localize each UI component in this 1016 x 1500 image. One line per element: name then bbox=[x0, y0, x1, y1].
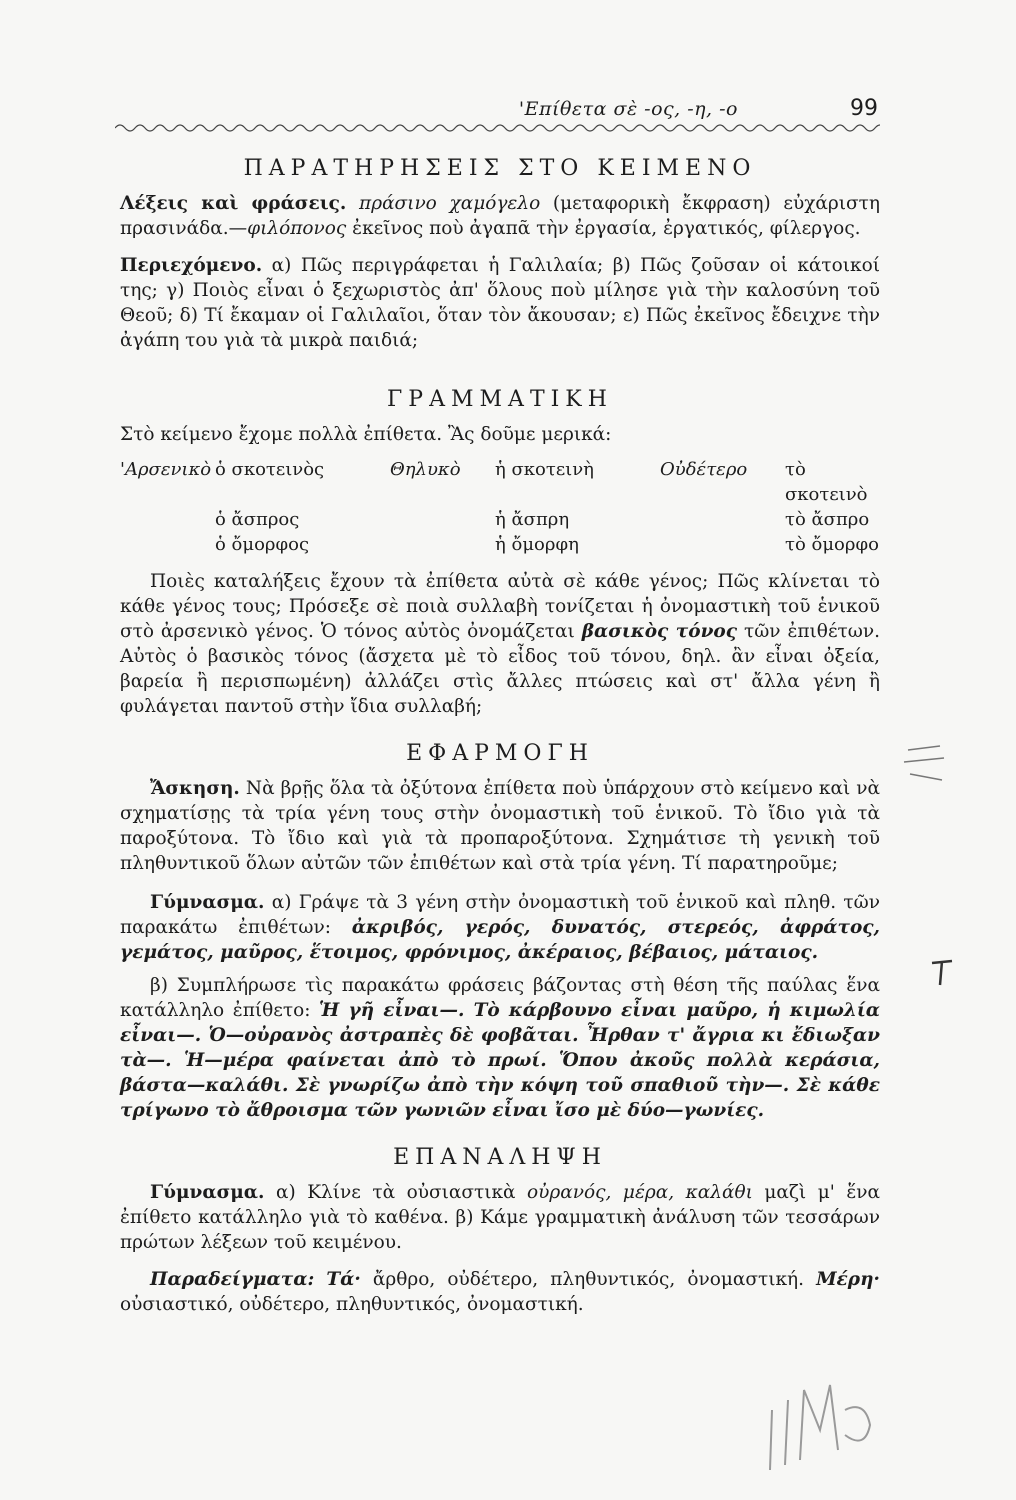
neuter-form: τὸ ἄσπρο bbox=[785, 509, 870, 530]
words-phrases-label: Λέξεις καὶ φράσεις. bbox=[120, 193, 347, 214]
wavy-divider bbox=[115, 122, 880, 132]
example-word: Μέρη· bbox=[816, 1269, 880, 1290]
grammar-title: ΓΡΑΜΜΑΤΙΚΗ bbox=[387, 387, 613, 412]
application-title: ΕΦΑΡΜΟΓΗ bbox=[406, 741, 594, 766]
grammar-text: τῶν ἐπιθέτων. Αὐτὸς ὁ βασικὸς τόνος (ἄσχετα μὲ τὸ εἶδος τοῦ τόνου, δηλ. ἂν εἶναι ὀξεία, βαρεία ἢ περισπωμένη) ἀλλάζει στὶς ἄλλες πτώσεις καὶ στ' ἄλλα γένη ἢ φυλάγεται παντοῦ στὴν ἴδια συλλαβή; bbox=[120, 621, 880, 717]
table-row bbox=[120, 507, 880, 532]
gymnasma-a-text: α) Γράψε τὰ 3 γένη στὴν ὀνομαστικὴ τοῦ ἑνικοῦ καὶ πληθ. τῶν παρακάτω ἐπιθέτων: bbox=[120, 892, 880, 938]
example-text: ἄρθρο, οὐδέτερο, πληθυντικός, ὀνομαστική. bbox=[360, 1269, 817, 1290]
gymnasma-label: Γύμνασμα. bbox=[150, 892, 265, 913]
content-label: Περιεχόμενο. bbox=[120, 255, 263, 276]
exercise-paragraph bbox=[120, 776, 880, 876]
masculine-form: ὁ ὄμορφος bbox=[215, 534, 310, 555]
masculine-form: ὁ ἄσπρος bbox=[215, 509, 300, 530]
margin-handwriting-mark bbox=[760, 1370, 880, 1480]
example-word: Τά· bbox=[326, 1269, 361, 1290]
running-title: 'Επίθετα σὲ -ος, -η, -ο bbox=[518, 98, 738, 120]
grammar-bold-term: βασικὸς τόνος bbox=[581, 621, 738, 642]
grammar-text: Ποιὲς καταλήξεις ἔχουν τὰ ἐπίθετα αὐτὰ σὲ κάθε γένος; Πῶς κλίνεται τὸ κάθε γένος τους; Πρόσεξε σὲ ποιὰ συλλαβὴ τονίζεται ἡ ὀνομαστικὴ τοῦ ἑνικοῦ στὸ ἀρσενικὸ γένος. Ὁ τόνος αὐτὸς ὀνομάζεται bbox=[120, 571, 880, 642]
table-row bbox=[120, 532, 880, 557]
gymnasma-a-words: ἀκριβός, γερός, δυνατός, στερεός, ἀφράτος, γεμάτος, μαῦρος, ἕτοιμος, φρόνιμος, ἀκέραιος, βέβαιος, μάταιος. bbox=[120, 917, 880, 963]
content-questions-text: α) Πῶς περιγράφεται ἡ Γαλιλαία; β) Πῶς ζοῦσαν οἱ κάτοικοί της; γ) Ποιὸς εἶναι ὁ ξεχωριστὸς ἀπ' ὅλους ποὺ μίλησε γιὰ τὴν καλοσύνη τοῦ Θεοῦ; δ) Τί ἔκαμαν οἱ Γαλιλαῖοι, ὅταν τὸν ἄκουσαν; ε) Πῶς ἐκεῖνος ἔδειχνε τὴν ἀγάπη του γιὰ τὰ μικρὰ παιδιά; bbox=[120, 255, 880, 351]
content-questions-paragraph bbox=[120, 253, 880, 353]
words-text: ἐκεῖνος ποὺ ἀγαπᾶ τὴν ἐργασία, ἐργατικός, φίλεργος. bbox=[346, 218, 861, 239]
words-phrases-paragraph bbox=[120, 191, 880, 241]
words-text: (μεταφορικὴ ἔκφραση) εὐχάριστη πρασινάδα.— bbox=[120, 193, 880, 239]
feminine-form: ἡ ὄμορφη bbox=[495, 534, 579, 555]
masculine-form: ὁ σκοτεινὸς bbox=[215, 459, 325, 480]
feminine-form: ἡ σκοτεινὴ bbox=[495, 459, 594, 480]
exercise-text: Νὰ βρῇς ὅλα τὰ ὀξύτονα ἐπίθετα ποὺ ὑπάρχουν στὸ κείμενο καὶ νὰ σχηματίσῃς τὰ τρία γένη τους στὴν ὀνομαστικὴ τοῦ ἑνικοῦ. Τὸ ἴδιο γιὰ τὰ παροξύτονα. Τὸ ἴδιο καὶ γιὰ τὰ προπαροξύτονα. Σχημάτισε τὴ γενικὴ τοῦ πληθυντικοῦ ὅλων αὐτῶν τῶν ἐπιθέτων καὶ στὰ τρία γένη. Τί παρατηροῦμε; bbox=[120, 778, 880, 874]
observations-title: ΠΑΡΑΤΗΡΗΣΕΙΣ ΣΤΟ ΚΕΙΜΕΝΟ bbox=[243, 156, 757, 181]
neuter-form: τὸ σκοτεινὸ bbox=[785, 459, 868, 505]
words-text bbox=[346, 193, 359, 214]
page-content bbox=[120, 150, 880, 1317]
gymnasma-b-text: β) Συμπλήρωσε τὶς παρακάτω φράσεις βάζοντας στὴ θέση τῆς παύλας ἕνα κατάλληλο ἐπίθετο: bbox=[120, 975, 880, 1021]
examples-label: Παραδείγματα: bbox=[150, 1269, 315, 1290]
review-text: α) Κλίνε τὰ οὐσιαστικὰ bbox=[264, 1182, 528, 1203]
feminine-label: Θηλυκὸ bbox=[390, 459, 461, 480]
margin-pencil-mark bbox=[900, 740, 950, 790]
review-gymnasma-paragraph bbox=[120, 1180, 880, 1255]
review-text: μαζὶ μ' ἕνα ἐπίθετο κατάλληλο γιὰ τὸ καθένα. β) Κάμε γραμματικὴ ἀνάλυση τῶν τεσσάρων πρώτων λέξεων τοῦ κειμένου. bbox=[120, 1182, 880, 1253]
gymnasma-b-sentences: Ἡ γῆ εἶναι—. Τὸ κάρβουνο εἶναι μαῦρο, ἡ κιμωλία εἶναι—. Ὁ—οὐρανὸς ἀστραπὲς δὲ φοβᾶται. Ἦρθαν τ' ἄγρια κι ἔδιωξαν τὰ—. Ἡ—μέρα φαίνεται ἀπὸ τὸ πρωί. Ὅπου ἀκοῦς πολλὰ κεράσια, βάστα—καλάθι. Σὲ γνωρίζω ἀπὸ τὴν κόψη τοῦ σπαθιοῦ τὴν—. Σὲ κάθε τρίγωνο τὸ ἄθροισμα τῶν γωνιῶν εἶναι ἴσο μὲ δύο—γωνίες. bbox=[120, 1000, 881, 1121]
review-gymnasma-label: Γύμνασμα. bbox=[150, 1182, 265, 1203]
review-title: ΕΠΑΝΑΛΗΨΗ bbox=[393, 1145, 607, 1170]
masculine-label: 'Αρσενικὸ bbox=[120, 459, 212, 480]
neuter-label: Οὐδέτερο bbox=[660, 459, 748, 480]
exercise-label: Ἄσκηση. bbox=[150, 778, 240, 799]
neuter-form: τὸ ὄμορφο bbox=[785, 534, 879, 555]
page-number: 99 bbox=[850, 96, 878, 121]
words-italic-term: πράσινο χαμόγελο bbox=[359, 193, 541, 214]
examples-paragraph bbox=[120, 1267, 880, 1317]
example-text: οὐσιαστικό, οὐδέτερο, πληθυντικός, ὀνομαστική. bbox=[120, 1294, 584, 1315]
adjective-table bbox=[120, 457, 880, 557]
gymnasma-a-paragraph bbox=[120, 890, 880, 965]
grammar-intro: Στὸ κείμενο ἔχομε πολλὰ ἐπίθετα. Ἂς δοῦμε μερικά: bbox=[120, 424, 612, 445]
feminine-form: ἡ ἄσπρη bbox=[495, 509, 570, 530]
review-italic-nouns: οὐρανός, μέρα, καλάθι bbox=[527, 1182, 753, 1203]
gymnasma-b-paragraph bbox=[120, 973, 880, 1123]
table-row bbox=[120, 457, 880, 507]
margin-pencil-mark bbox=[928, 955, 958, 995]
grammar-paragraph bbox=[120, 569, 880, 719]
words-italic-term: φιλόπονος bbox=[247, 218, 347, 239]
